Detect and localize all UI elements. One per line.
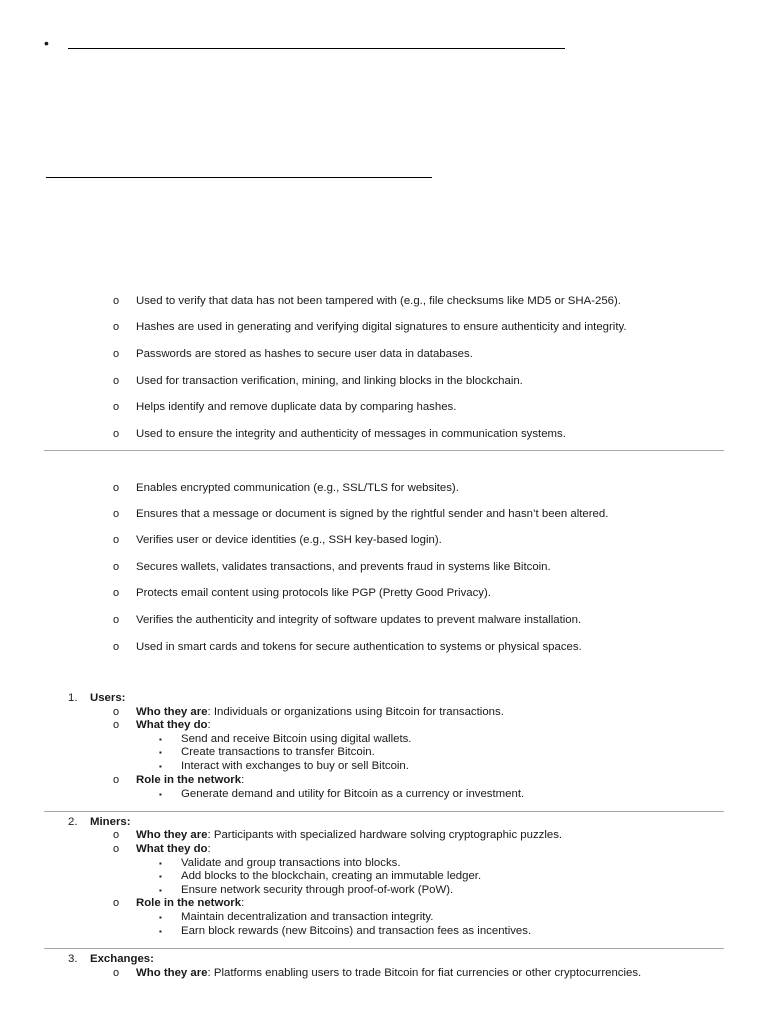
item-number: 2. [68,816,78,828]
sub-list-text: Validate and group transactions into blocks. [181,857,401,869]
circle-bullet-icon: o [113,774,120,786]
field-colon: : [241,897,245,909]
field-label: Role in the network [136,897,242,909]
list-item-text: Used to verify that data has not been tampered with (e.g., file checksums like MD5 or SHA-256). [136,295,621,307]
field-label: Role in the network [136,774,242,786]
circle-bullet-icon: o [113,829,120,841]
sub-list-text: Send and receive Bitcoin using digital wallets. [181,733,412,745]
field-label: What they do [136,843,208,855]
circle-bullet-icon: o [113,967,120,979]
circle-bullet-icon: o [113,321,120,333]
circle-bullet-icon: o [113,843,120,855]
field-label: Who they are [136,967,208,979]
list-item-text: Enables encrypted communication (e.g., SSL/TLS for websites). [136,482,459,494]
field-colon: : [207,829,211,841]
section-divider [44,450,724,451]
list-item-text: Helps identify and remove duplicate data by comparing hashes. [136,401,457,413]
field-label: Who they are [136,706,208,718]
field-label: What they do [136,719,208,731]
circle-bullet-icon: o [113,428,120,440]
list-item-text: Verifies the authenticity and integrity of software updates to prevent malware installation. [136,614,582,626]
field-colon: : [207,967,211,979]
section-divider [44,948,724,949]
square-bullet-icon: ▪ [159,790,162,799]
list-item-text: Verifies user or device identities (e.g., SSH key-based login). [136,534,442,546]
sub-list-text: Create transactions to transfer Bitcoin. [181,746,375,758]
list-item-text: Ensures that a message or document is signed by the rightful sender and hasn’t been altered. [136,508,609,520]
list-item-text: Used for transaction verification, mining, and linking blocks in the blockchain. [136,375,523,387]
circle-bullet-icon: o [113,897,120,909]
field-value: Participants with specialized hardware solving cryptographic puzzles. [213,829,563,841]
circle-bullet-icon: o [113,719,120,731]
square-bullet-icon: ▪ [159,748,162,757]
circle-bullet-icon: o [113,534,120,546]
sub-list-text: Ensure network security through proof-of-work (PoW). [181,884,454,896]
sub-list-text: Maintain decentralization and transaction integrity. [181,911,434,923]
circle-bullet-icon: o [113,641,120,653]
circle-bullet-icon: o [113,482,120,494]
participant-name: Miners: [90,816,131,828]
circle-bullet-icon: o [113,375,120,387]
list-item-text: Used in smart cards and tokens for secure authentication to systems or physical spaces. [136,641,582,653]
sub-list-text: Earn block rewards (new Bitcoins) and transaction fees as incentives. [181,925,532,937]
list-item-text: Protects email content using protocols like PGP (Pretty Good Privacy). [136,587,491,599]
square-bullet-icon: ▪ [159,735,162,744]
circle-bullet-icon: o [113,295,120,307]
square-bullet-icon: ▪ [159,913,162,922]
circle-bullet-icon: o [113,614,120,626]
list-item-text: Secures wallets, validates transactions, and prevents fraud in systems like Bitcoin. [136,561,551,573]
field-colon: : [207,706,211,718]
list-item-text: Hashes are used in generating and verifying digital signatures to ensure authenticity and integrity. [136,321,627,333]
list-item-text: Used to ensure the integrity and authenticity of messages in communication systems. [136,428,566,440]
field-colon: : [207,843,211,855]
section-divider [44,811,724,812]
participant-name: Exchanges: [90,953,154,965]
field-colon: : [207,719,211,731]
sub-list-text: Interact with exchanges to buy or sell Bitcoin. [181,760,409,772]
square-bullet-icon: ▪ [159,927,162,936]
square-bullet-icon: ▪ [159,872,162,881]
item-number: 1. [68,692,78,704]
square-bullet-icon: ▪ [159,762,162,771]
circle-bullet-icon: o [113,561,120,573]
field-colon: : [241,774,245,786]
list-item-text: Passwords are stored as hashes to secure user data in databases. [136,348,473,360]
circle-bullet-icon: o [113,401,120,413]
square-bullet-icon: ▪ [159,859,162,868]
field-value: Platforms enabling users to trade Bitcoin for fiat currencies or other cryptocurrencies. [213,967,642,979]
sub-list-text: Generate demand and utility for Bitcoin as a currency or investment. [181,788,525,800]
circle-bullet-icon: o [113,587,120,599]
blank-subheading-line [46,177,432,178]
square-bullet-icon: ▪ [159,886,162,895]
sub-list-text: Add blocks to the blockchain, creating an immutable ledger. [181,870,482,882]
field-value: Individuals or organizations using Bitcoin for transactions. [213,706,504,718]
bullet-marker: • [44,35,49,51]
circle-bullet-icon: o [113,348,120,360]
circle-bullet-icon: o [113,508,120,520]
item-number: 3. [68,953,78,965]
circle-bullet-icon: o [113,706,120,718]
blank-heading-line [68,48,565,49]
participant-name: Users: [90,692,126,704]
field-label: Who they are [136,829,208,841]
